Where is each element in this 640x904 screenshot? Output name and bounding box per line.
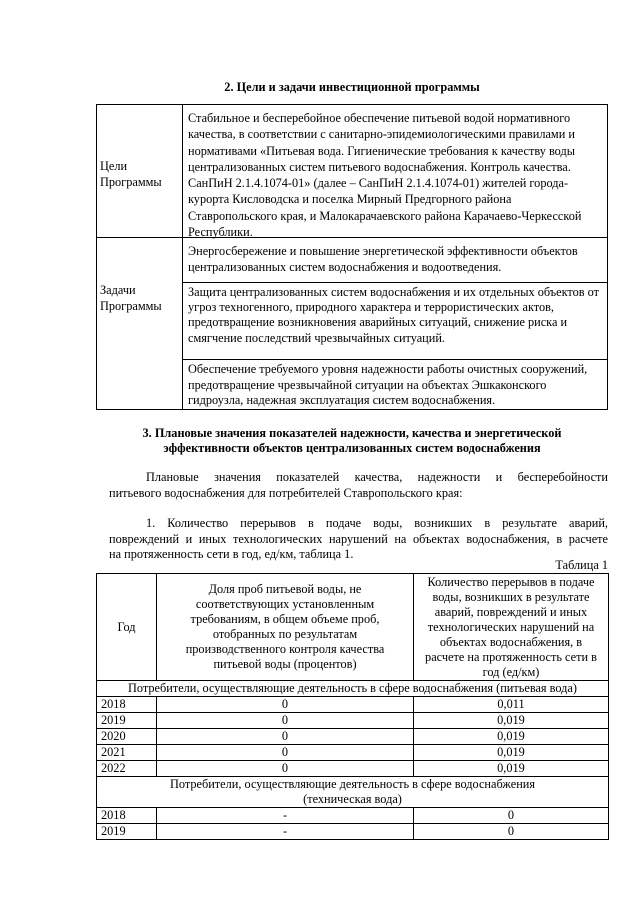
cell-year: 2018 [97, 808, 157, 824]
cell-interruptions: 0,019 [414, 713, 609, 729]
cell-share: - [157, 824, 414, 840]
tasks-label: Задачи Программы [100, 283, 162, 313]
cell-year: 2018 [97, 697, 157, 713]
goals-table [96, 104, 608, 410]
section-2-title: 2. Цели и задачи инвестиционной программы [224, 80, 480, 94]
cell-share: 0 [157, 729, 414, 745]
table-row [97, 713, 609, 729]
paragraph-2-line2: повреждений и иных технологических нарушений на объектах водоснабжения, в расчете [109, 532, 608, 546]
cell-year: 2019 [97, 824, 157, 840]
cell-share: 0 [157, 697, 414, 713]
cell-interruptions: 0,011 [414, 697, 609, 713]
paragraph-1-line1: Плановые значения показателей качества, надежности и бесперебойности [146, 470, 608, 484]
table-row [97, 697, 609, 713]
table-row [97, 761, 609, 777]
goals-label: Цели Программы [100, 159, 162, 189]
task-item: Защита централизованных систем водоснабжения и их отдельных объектов от угроз техногенного, природного характера и террористических актов, предотвращение возникновения аварийных ситуаций, снижение риска и смягчение последствий чрезвычайных ситуаций. [188, 285, 600, 345]
cell-year: 2020 [97, 729, 157, 745]
cell-share: - [157, 808, 414, 824]
cell-year: 2019 [97, 713, 157, 729]
cell-interruptions: 0,019 [414, 745, 609, 761]
cell-interruptions: 0 [414, 824, 609, 840]
table-row [97, 729, 609, 745]
table-caption: Таблица 1 [555, 558, 608, 572]
paragraph-1-line2: питьевого водоснабжения для потребителей Ставропольского края: [109, 486, 463, 500]
group-drinking-water: Потребители, осуществляющие деятельность в сфере водоснабжения (питьевая вода) [97, 681, 609, 697]
cell-interruptions: 0,019 [414, 761, 609, 777]
section-3-title-line1: 3. Плановые значения показателей надежности, качества и энергетической [142, 426, 562, 440]
paragraph-2-line3: на протяженность сети в год, ед/км, таблица 1. [109, 547, 354, 561]
cell-year: 2021 [97, 745, 157, 761]
header-year: Год [97, 574, 157, 681]
goals-text: Стабильное и бесперебойное обеспечение питьевой водой нормативного качества, в соответствии с санитарно-эпидемиологическими правилами и нормативами «Питьевая вода. Гигиенические требования к качеству воды централизованных систем питьевого водоснабжения. Контроль качества. СанПиН 2.1.4.1074-01» (далее – СанПиН 2.1.4.1074-01) жителей города-курорта Кисловодска и поселка Мирный Предгорного района Ставропольского края, и Малокарачаевского района Карачаево-Черкесской Республики. [188, 111, 582, 240]
cell-year: 2022 [97, 761, 157, 777]
cell-share: 0 [157, 761, 414, 777]
task-item: Энергосбережение и повышение энергетической эффективности объектов централизованных систем водоснабжения и водоотведения. [188, 244, 578, 275]
table-row [97, 808, 609, 824]
cell-share: 0 [157, 745, 414, 761]
group-technical-water: Потребители, осуществляющие деятельность в сфере водоснабжения (техническая вода) [97, 777, 609, 808]
cell-interruptions: 0 [414, 808, 609, 824]
cell-interruptions: 0,019 [414, 729, 609, 745]
table-row [97, 745, 609, 761]
indicators-table [96, 573, 608, 840]
task-item: Обеспечение требуемого уровня надежности работы очистных сооружений, предотвращение чрезвычайной ситуации на объектах Эшкаконского гидроузла, надежная эксплуатация систем водоснабжения. [188, 362, 588, 407]
header-share: Доля проб питьевой воды, не соответствующих установленным требованиям, в общем объеме проб, отобранных по результатам производственного контроля качества питьевой воды (процентов) [157, 574, 414, 681]
paragraph-2-line1: 1. Количество перерывов в подаче воды, возникших в результате аварий, [146, 516, 608, 530]
header-interruptions: Количество перерывов в подаче воды, возникших в результате аварий, повреждений и иных технологических нарушений на объектах водоснабжения, в расчете на протяженность сети в год (ед/км) [414, 574, 609, 681]
section-3-title-line2: эффективности объектов централизованных систем водоснабжения [163, 441, 541, 455]
table-row [97, 824, 609, 840]
cell-share: 0 [157, 713, 414, 729]
